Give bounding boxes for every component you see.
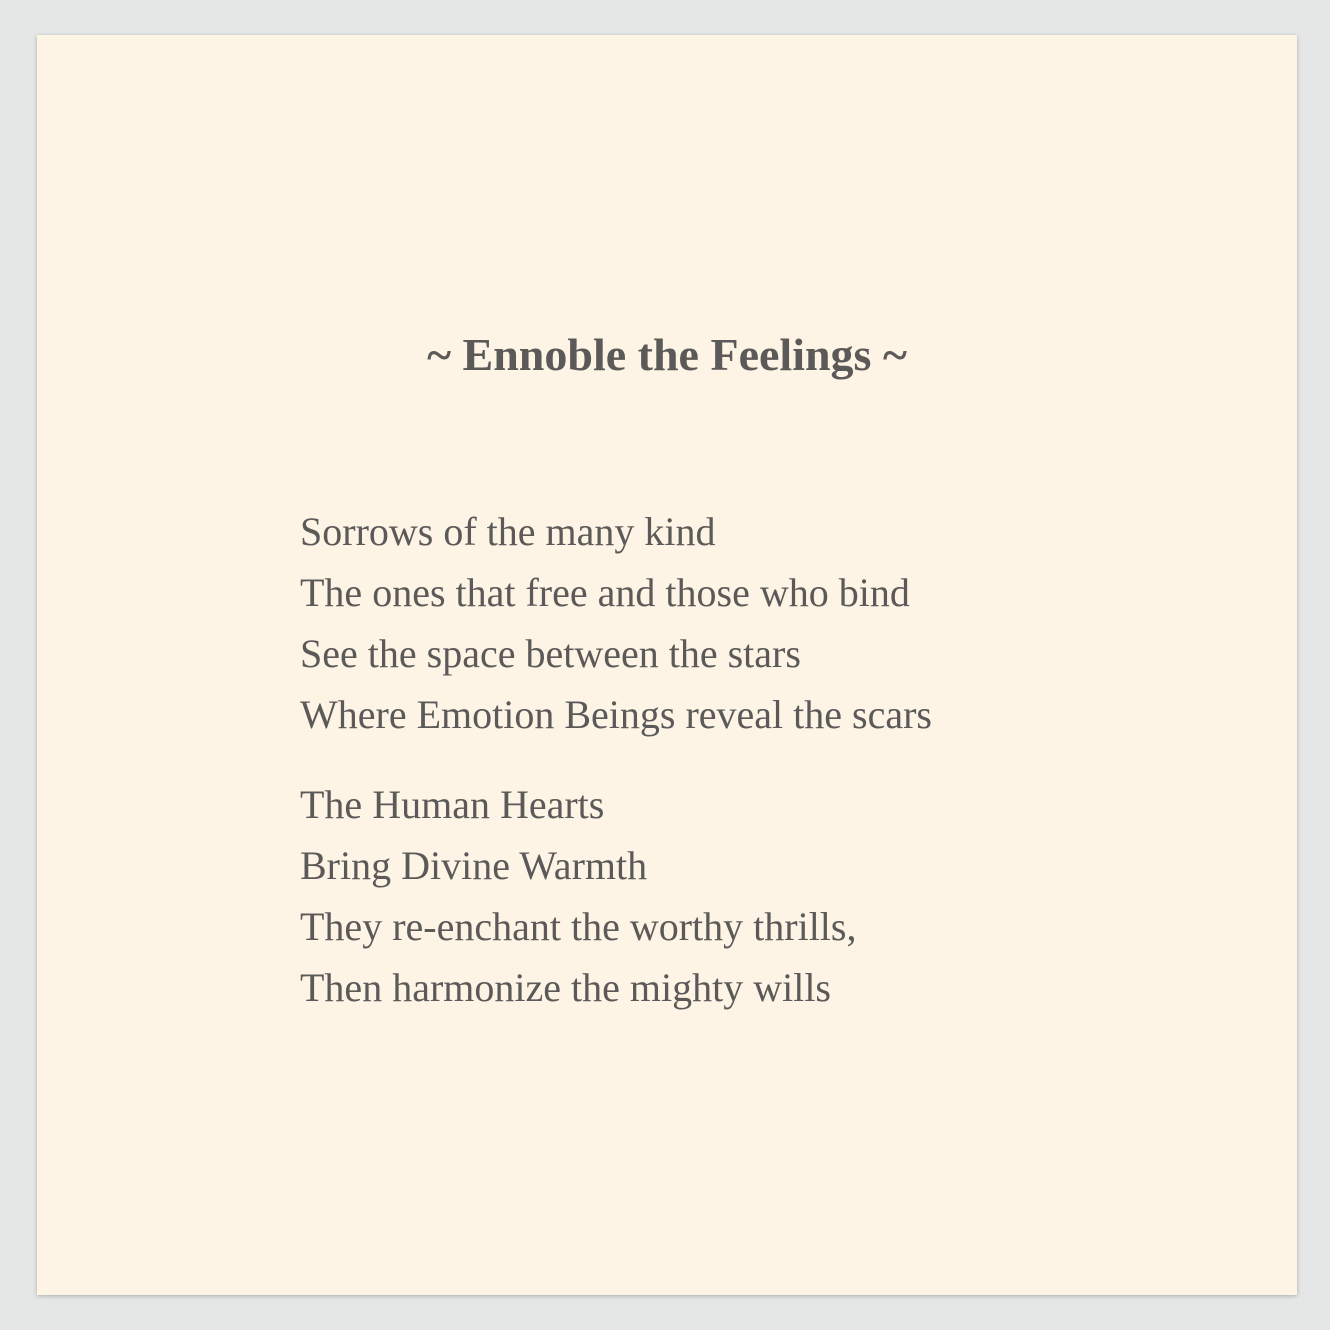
poem-line: See the space between the stars — [300, 631, 801, 676]
poem-line: Then harmonize the mighty wills — [300, 965, 831, 1010]
poem-line: Sorrows of the many kind — [300, 509, 716, 554]
poem-line: The ones that free and those who bind — [300, 570, 910, 615]
poem-line: The Human Hearts — [300, 782, 605, 827]
poem-line: They re-enchant the worthy thrills, — [300, 904, 857, 949]
poem-title: ~ Ennoble the Feelings ~ — [427, 329, 907, 380]
poem-body — [300, 501, 1200, 1018]
poem-line: Bring Divine Warmth — [300, 843, 648, 888]
poem-card — [37, 35, 1297, 1295]
poem-line: Where Emotion Beings reveal the scars — [300, 692, 932, 737]
stanza-2 — [300, 774, 1200, 1018]
stanza-1 — [300, 501, 1200, 745]
